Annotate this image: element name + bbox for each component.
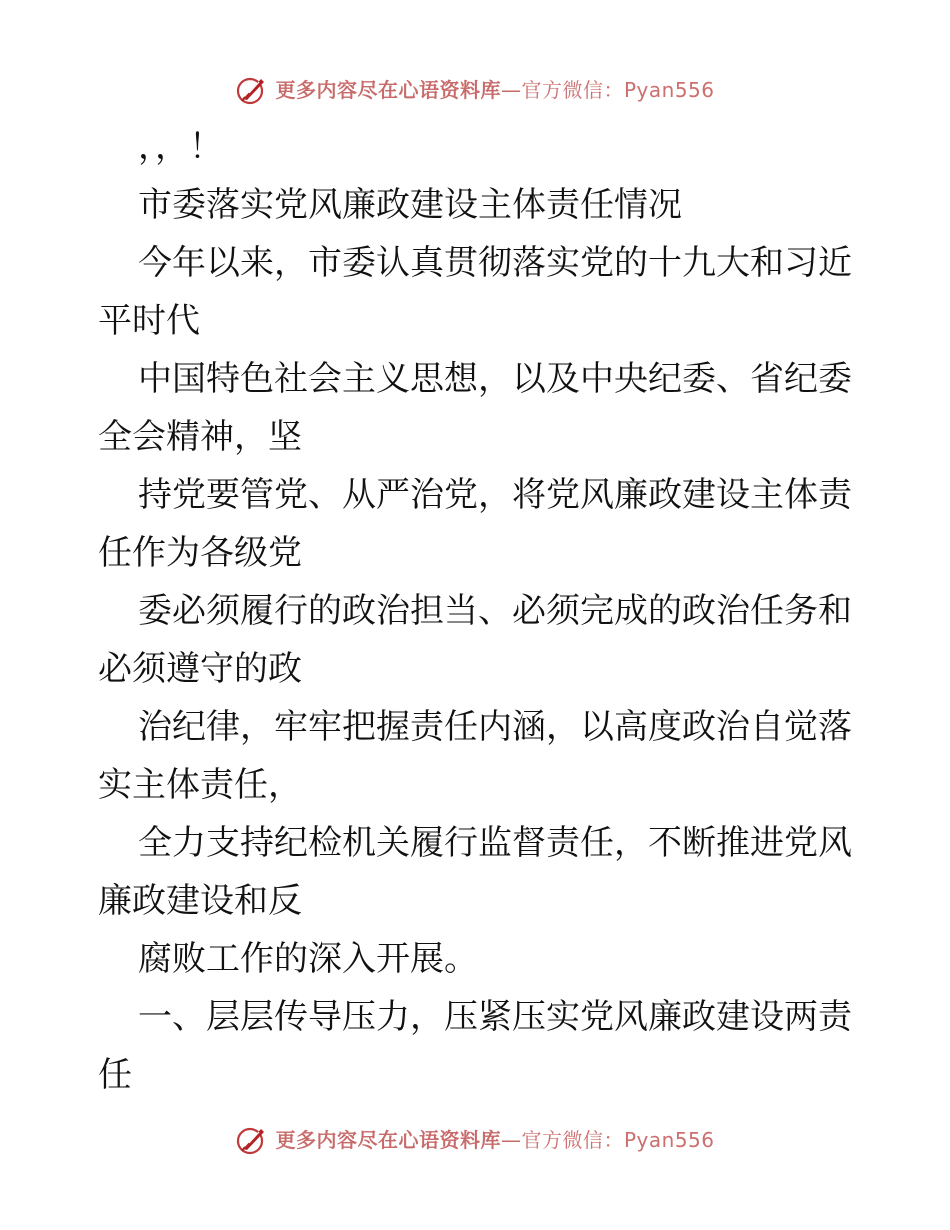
footer-watermark — [0, 1120, 950, 1160]
watermark-text — [275, 1128, 714, 1152]
document-line: 平时代 — [98, 301, 200, 341]
document-line: 全力支持纪检机关履行监督责任，不断推进党风 — [138, 823, 852, 863]
watermark-separator: — — [500, 78, 522, 102]
document-body — [98, 118, 858, 1104]
document-line: 任作为各级党 — [98, 533, 302, 573]
document-line: 中国特色社会主义思想，以及中央纪委、省纪委 — [138, 359, 852, 399]
document-line: 必须遵守的政 — [98, 649, 302, 689]
document-line: 任 — [98, 1055, 132, 1095]
watermark-wechat-id: Pyan556 — [623, 78, 715, 102]
watermark-wechat-label: 官方微信： — [521, 78, 624, 102]
feather-pen-icon — [235, 73, 269, 107]
watermark-wechat-id: Pyan556 — [623, 1128, 715, 1152]
header-watermark — [0, 70, 950, 110]
document-line: 廉政建设和反 — [98, 881, 302, 921]
document-line: ，，！ — [138, 127, 223, 167]
document-line: 全会精神，坚 — [98, 417, 302, 457]
document-line: 治纪律，牢牢把握责任内涵，以高度政治自觉落 — [138, 707, 852, 747]
watermark-site-text: 更多内容尽在心语资料库 — [275, 1128, 501, 1152]
document-line: 实主体责任， — [98, 765, 302, 805]
document-line: 一、层层传导压力，压紧压实党风廉政建设两责 — [138, 997, 852, 1037]
watermark-text — [275, 78, 714, 102]
document-line: 腐败工作的深入开展。 — [138, 939, 478, 979]
document-line: 市委落实党风廉政建设主体责任情况 — [138, 185, 682, 225]
document-line: 今年以来，市委认真贯彻落实党的十九大和习近 — [138, 243, 852, 283]
document-line: 委必须履行的政治担当、必须完成的政治任务和 — [138, 591, 852, 631]
feather-pen-icon — [235, 1123, 269, 1157]
watermark-site-text: 更多内容尽在心语资料库 — [275, 78, 501, 102]
watermark-separator: — — [500, 1128, 522, 1152]
watermark-wechat-label: 官方微信： — [521, 1128, 624, 1152]
document-line: 持党要管党、从严治党，将党风廉政建设主体责 — [138, 475, 852, 515]
